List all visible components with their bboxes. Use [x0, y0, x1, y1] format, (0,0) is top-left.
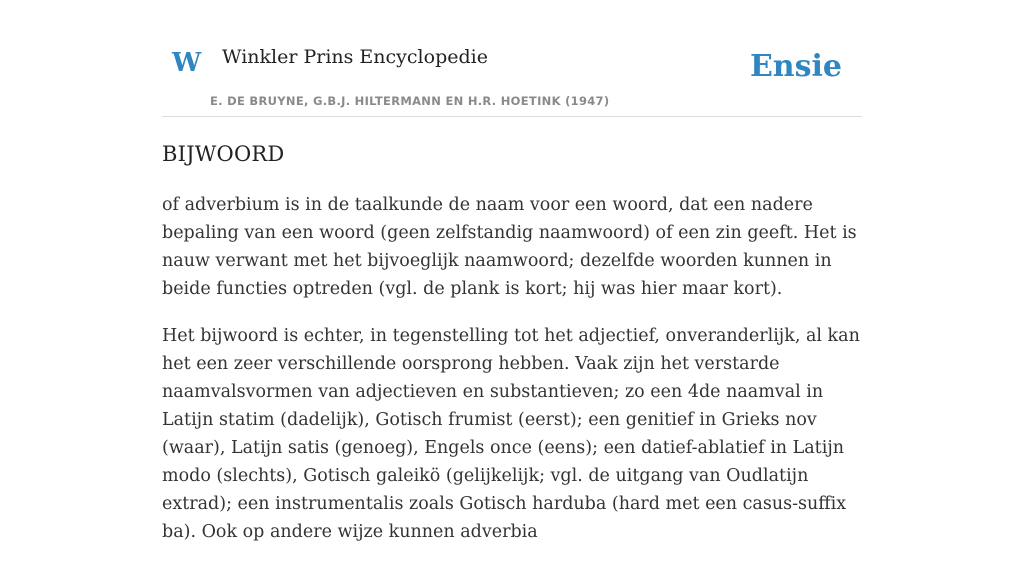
- ensie-logo[interactable]: Ensie: [749, 49, 842, 84]
- article-body: [162, 140, 864, 565]
- article-paragraph: of adverbium is in de taalkunde de naam voor een woord, dat een nadere bepaling van een woord (geen zelfstandig naamwoord) of een zin geeft. Het is nauw verwant met het bijvoeglijk naamwoord; dezelfde woorden kunnen in beide functies optreden (vgl. de plank is kort; hij was hier maar kort).: [162, 195, 857, 300]
- publication-title[interactable]: Winkler Prins Encyclopedie: [222, 46, 488, 68]
- winkler-prins-logo[interactable]: W: [172, 48, 202, 78]
- publication-authors: E. DE BRUYNE, G.B.J. HILTERMANN EN H.R. HOETINK (1947): [210, 94, 610, 108]
- article-headword: BIJWOORD: [162, 142, 285, 166]
- page-header: [162, 0, 862, 117]
- article-paragraph: Het bijwoord is echter, in tegenstelling tot het adjectief, onveranderlijk, al kan het een zeer verschillende oorsprong hebben. Vaak zijn het verstarde naamvalsvormen van adjectieven en substantieven; zo een 4de naamval in Latijn statim (dadelijk), Gotisch frumist (eerst); een genitief in Grieks nov (waar), Latijn satis (genoeg), Engels once (eens); een datief-ablatief in Latijn modo (slechts), Gotisch galeikö (gelijkelijk; vgl. de uitgang van Oudlatijn extrad); een instrumentalis zoals Gotisch harduba (hard met een casus-suffix ba). Ook op andere wijze kunnen adverbia: [162, 326, 860, 543]
